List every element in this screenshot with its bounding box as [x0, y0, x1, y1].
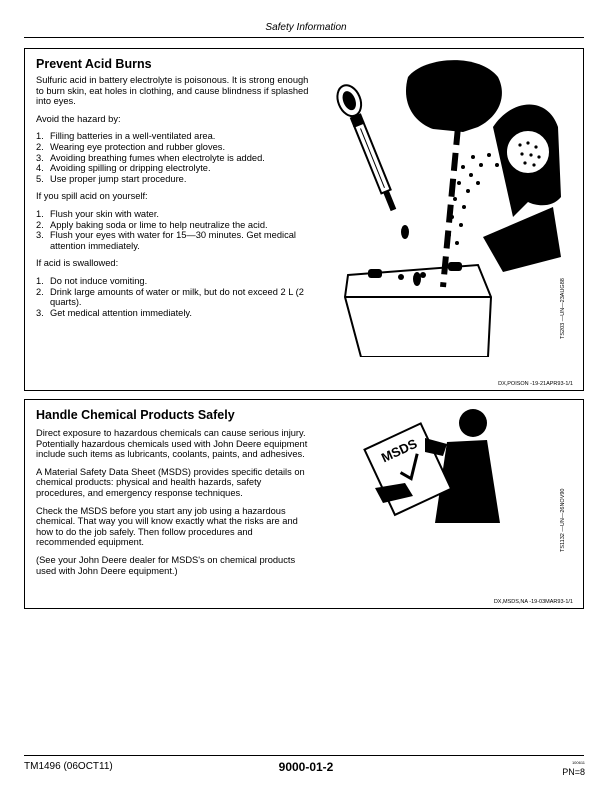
msds-label: MSDS: [378, 435, 420, 466]
list-item: 5. Use proper jump start procedure.: [36, 173, 187, 184]
page-header-title: Safety Information: [265, 22, 347, 33]
intro-paragraph: Sulfuric acid in battery electrolyte is poisonous. It is strong enough to burn skin, eat holes in clothing, and cause blindness if splashed into eyes.: [36, 75, 309, 107]
section-text: [36, 428, 308, 583]
list-item: 3. Flush your eyes with water for 15—30 minutes. Get medical attention immediately.: [36, 230, 296, 251]
paragraph: Check the MSDS before you start any job using a hazardous chemical. That way you will know exactly what the risks are and how to do the job safely. Then follow procedures and recommended equipment.: [36, 505, 298, 548]
section-handle-chemical-products: [24, 399, 584, 609]
section-text: [36, 75, 312, 325]
swallow-heading: If acid is swallowed:: [36, 258, 119, 269]
paragraph: A Material Safety Data Sheet (MSDS) provides specific details on chemical products: physical and health hazards, safety procedures, and emergency response techniques.: [36, 466, 305, 498]
spill-heading: If you spill acid on yourself:: [36, 191, 148, 202]
figure-code: TS203 —UN—23AUG88: [560, 278, 566, 339]
figure-code: TS1132 —UN—26NOV90: [560, 488, 566, 552]
reference-code: DX,POISON -19-21APR93-1/1: [498, 381, 573, 387]
list-item: 2. Drink large amounts of water or milk, but do not exceed 2 L (2 quarts).: [36, 286, 304, 308]
list-item: 1. Filling batteries in a well-ventilated area.: [36, 131, 216, 142]
list-item: 3. Get medical attention immediately.: [36, 307, 192, 318]
spill-list: [36, 209, 312, 251]
list-item: 4. Avoiding spilling or dripping electrolyte.: [36, 163, 211, 174]
reference-code: DX,MSDS,NA -19-03MAR93-1/1: [493, 599, 573, 605]
section-prevent-acid-burns: [24, 48, 584, 391]
paragraph: Direct exposure to hazardous chemicals can cause serious injury. Potentially hazardous chemicals used with John Deere equipment include such items as lubricants, coolants, paints, and adhesives.: [36, 428, 308, 460]
avoid-list: [36, 131, 312, 184]
swallow-list: [36, 276, 312, 318]
document-id: TM1496 (06OCT11): [24, 761, 113, 772]
section-title: Prevent Acid Burns: [36, 57, 152, 71]
avoid-heading: Avoid the hazard by:: [36, 113, 121, 124]
section-title: Handle Chemical Products Safely: [36, 408, 235, 422]
msds-illustration: [355, 408, 505, 523]
list-item: 2. Apply baking soda or lime to help neutralize the acid.: [36, 219, 268, 230]
footer-rule: [24, 755, 584, 756]
list-item: 3. Avoiding breathing fumes when electrolyte is added.: [36, 152, 265, 163]
list-item: 2. Wearing eye protection and rubber gloves.: [36, 141, 226, 152]
battery-acid-illustration: [313, 57, 563, 357]
list-item: 1. Do not induce vomiting.: [36, 275, 148, 286]
revision-code: 100611: [571, 760, 585, 765]
hydrometer-icon: [333, 82, 404, 214]
page-number: 9000-01-2: [278, 760, 334, 774]
list-item: 1. Flush your skin with water.: [36, 208, 160, 219]
pn-number: PN=8: [562, 767, 585, 777]
header-rule: [24, 37, 584, 38]
paragraph: (See your John Deere dealer for MSDS's on chemical products used with John Deere equipment.): [36, 554, 296, 576]
